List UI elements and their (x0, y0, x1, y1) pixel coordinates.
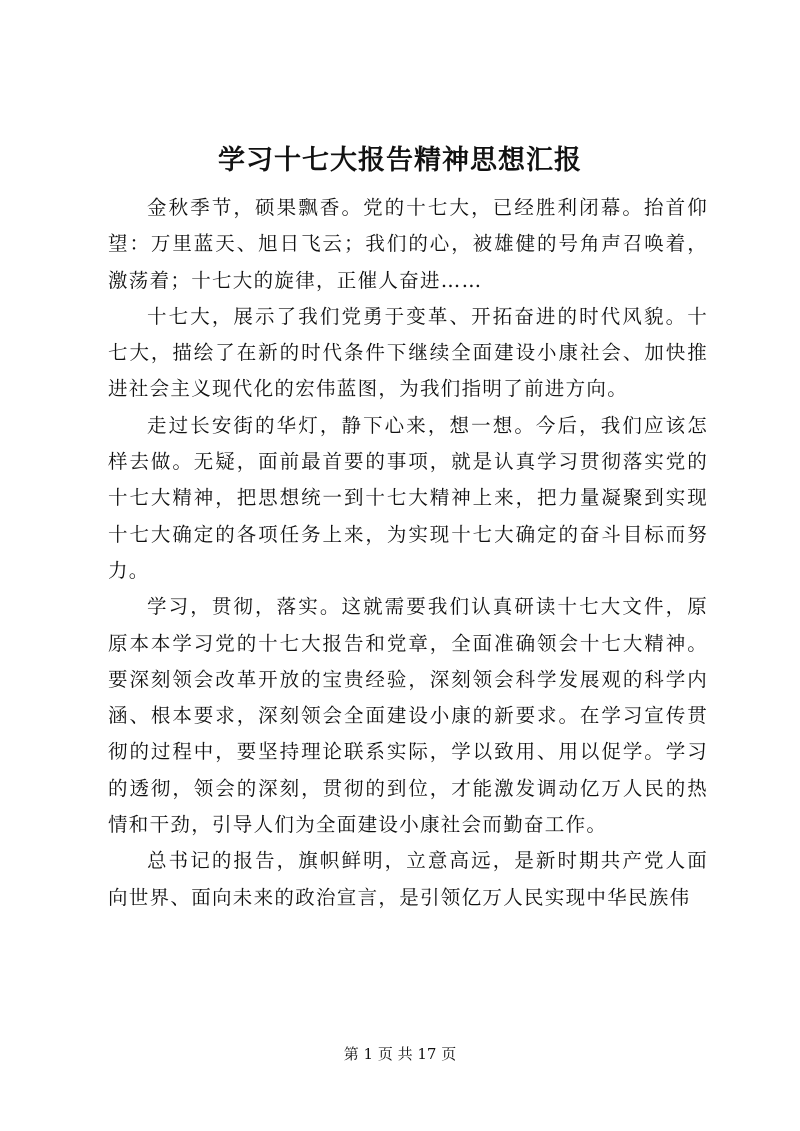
document-body (108, 190, 708, 916)
paragraph-1: 金秋季节，硕果飘香。党的十七大，已经胜利闭幕。抬首仰望：万里蓝天、旭日飞云；我们的心，被雄健的号角声召唤着，激荡着；十七大的旋律，正催人奋进…… (108, 196, 708, 292)
paragraph-4: 学习，贯彻，落实。这就需要我们认真研读十七大文件，原原本本学习党的十七大报告和党章，全面准确领会十七大精神。要深刻领会改革开放的宝贵经验，深刻领会科学发展观的科学内涵、根本要求，深刻领会全面建设小康的新要求。在学习宣传贯彻的过程中，要坚持理论联系实际，学以致用、用以促学。学习的透彻，领会的深刻，贯彻的到位，才能激发调动亿万人民的热情和干劲，引导人们为全面建设小康社会而勤奋工作。 (108, 595, 708, 837)
paragraph-5: 总书记的报告，旗帜鲜明，立意高远，是新时期共产党人面向世界、面向未来的政治宣言，是引领亿万人民实现中华民族伟 (108, 849, 708, 909)
paragraph-3: 走过长安街的华灯，静下心来，想一想。今后，我们应该怎样去做。无疑，面前最首要的事项，就是认真学习贯彻落实党的十七大精神，把思想统一到十七大精神上来，把力量凝聚到实现十七大确定的各项任务上来，为实现十七大确定的奋斗目标而努力。 (108, 413, 708, 582)
paragraph-2: 十七大，展示了我们党勇于变革、开拓奋进的时代风貌。十七大，描绘了在新的时代条件下继续全面建设小康社会、加快推进社会主义现代化的宏伟蓝图，为我们指明了前进方向。 (108, 304, 708, 401)
document-title: 学习十七大报告精神思想汇报 (218, 145, 582, 176)
page-number-footer: 第 1 页 共 17 页 (343, 1045, 457, 1063)
